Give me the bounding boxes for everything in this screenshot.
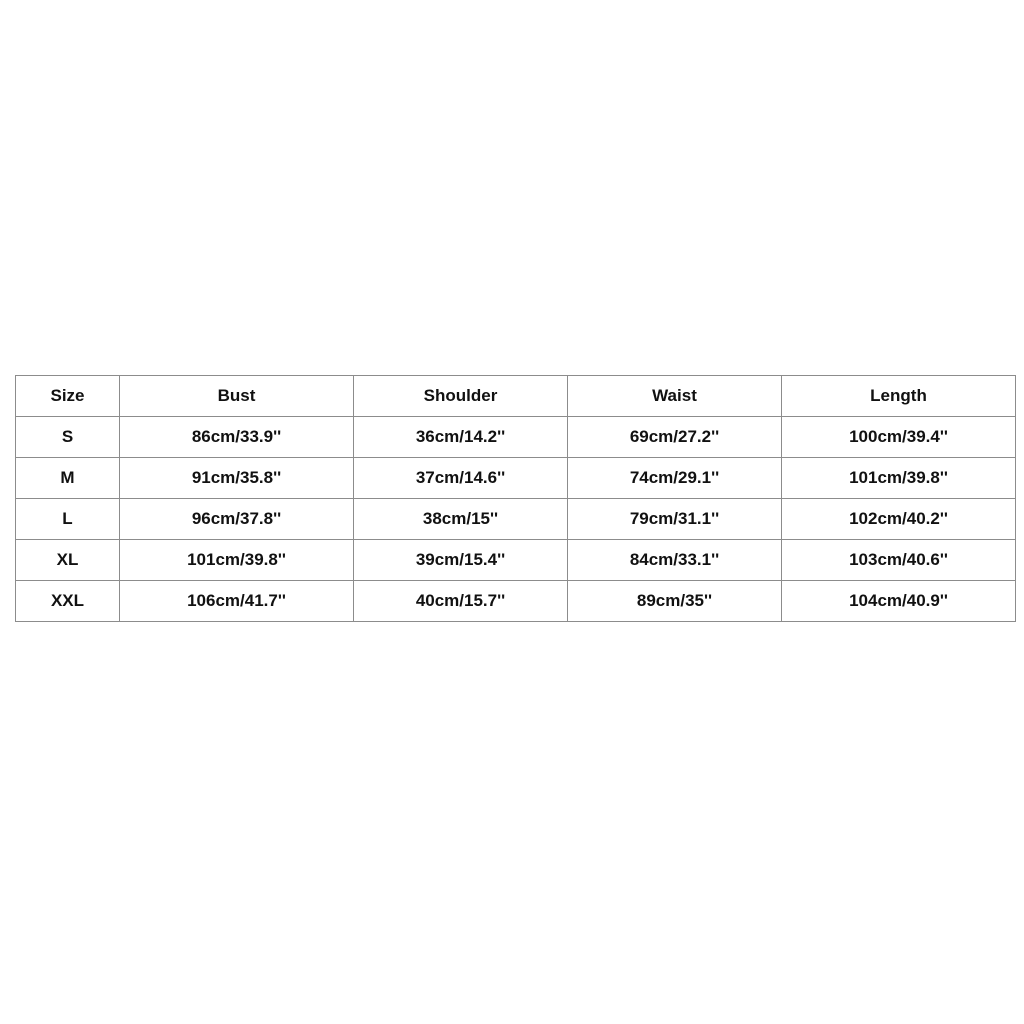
header-shoulder: Shoulder <box>354 376 568 417</box>
cell-size: L <box>16 499 120 540</box>
header-waist: Waist <box>568 376 782 417</box>
table-row <box>16 581 1016 622</box>
cell-waist: 79cm/31.1'' <box>568 499 782 540</box>
cell-size: M <box>16 458 120 499</box>
cell-size: XXL <box>16 581 120 622</box>
cell-shoulder: 36cm/14.2'' <box>354 417 568 458</box>
cell-shoulder: 37cm/14.6'' <box>354 458 568 499</box>
table-row <box>16 458 1016 499</box>
header-bust: Bust <box>120 376 354 417</box>
cell-length: 104cm/40.9'' <box>782 581 1016 622</box>
cell-shoulder: 38cm/15'' <box>354 499 568 540</box>
header-size: Size <box>16 376 120 417</box>
cell-shoulder: 39cm/15.4'' <box>354 540 568 581</box>
table-row <box>16 540 1016 581</box>
cell-waist: 74cm/29.1'' <box>568 458 782 499</box>
table-row <box>16 499 1016 540</box>
cell-length: 100cm/39.4'' <box>782 417 1016 458</box>
cell-shoulder: 40cm/15.7'' <box>354 581 568 622</box>
cell-waist: 84cm/33.1'' <box>568 540 782 581</box>
cell-waist: 69cm/27.2'' <box>568 417 782 458</box>
table-header-row <box>16 376 1016 417</box>
cell-waist: 89cm/35'' <box>568 581 782 622</box>
cell-bust: 91cm/35.8'' <box>120 458 354 499</box>
table-row <box>16 417 1016 458</box>
cell-size: XL <box>16 540 120 581</box>
cell-bust: 96cm/37.8'' <box>120 499 354 540</box>
cell-bust: 86cm/33.9'' <box>120 417 354 458</box>
cell-size: S <box>16 417 120 458</box>
cell-length: 102cm/40.2'' <box>782 499 1016 540</box>
header-length: Length <box>782 376 1016 417</box>
size-chart-table <box>15 375 1016 622</box>
cell-length: 103cm/40.6'' <box>782 540 1016 581</box>
cell-length: 101cm/39.8'' <box>782 458 1016 499</box>
cell-bust: 106cm/41.7'' <box>120 581 354 622</box>
cell-bust: 101cm/39.8'' <box>120 540 354 581</box>
